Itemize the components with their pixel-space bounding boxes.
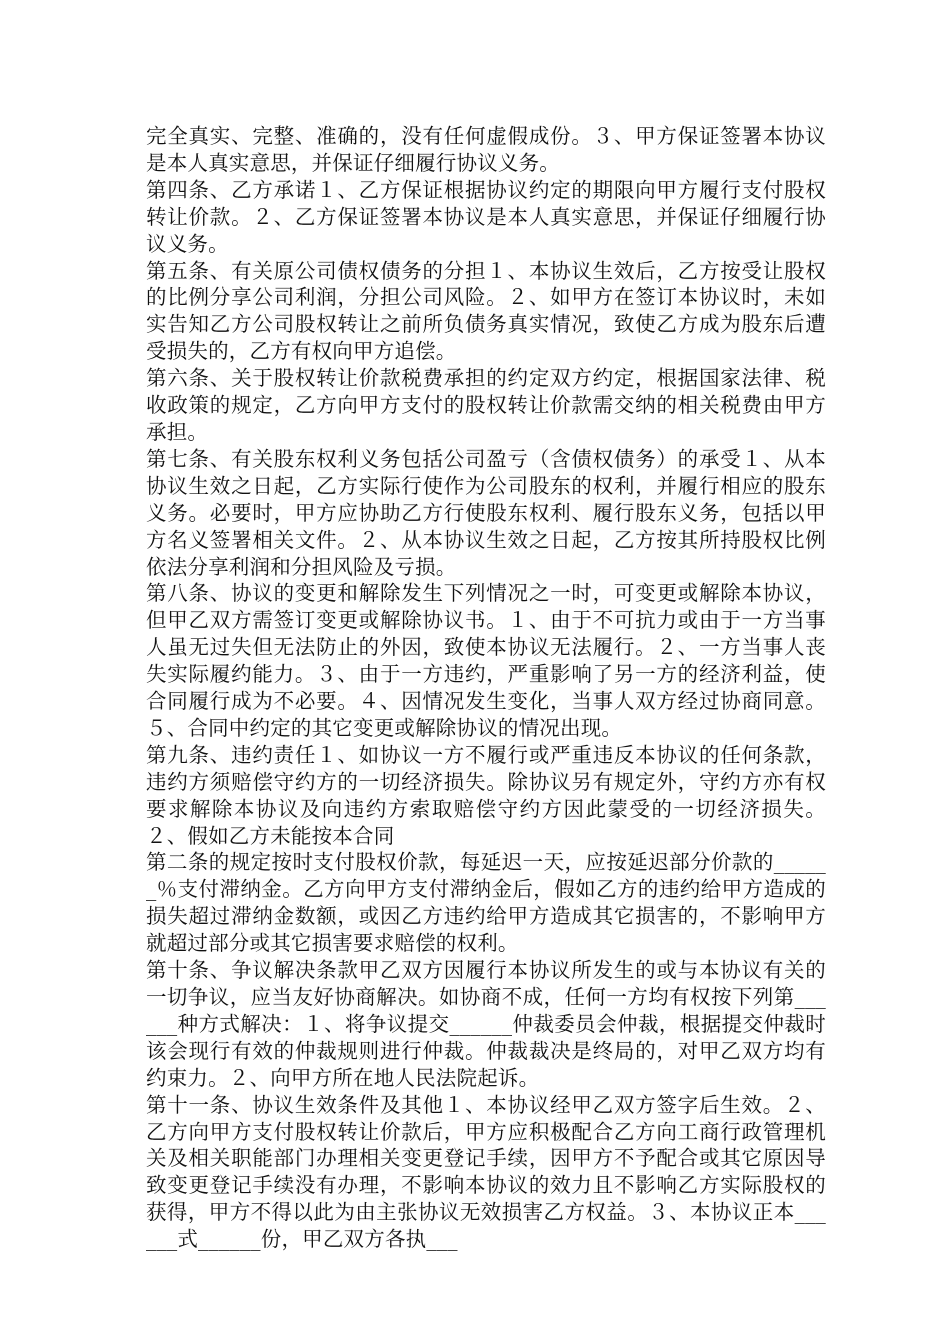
document-body (146, 123, 826, 1253)
paragraph-article-4: 第四条、乙方承诺１、乙方保证根据协议约定的期限向甲方履行支付股权转让价款。２、乙方保证签署本协议是本人真实意思，并保证仔细履行协议义务。 (146, 177, 826, 256)
paragraph-article-6: 第六条、关于股权转让价款税费承担的约定双方约定，根据国家法律、税收政策的规定，乙方向甲方支付的股权转让价款需交纳的相关税费由甲方承担。 (146, 366, 826, 444)
paragraph-article-9: 第九条、违约责任１、如协议一方不履行或严重违反本协议的任何条款，违约方须赔偿守约方的一切经济损失。除协议另有规定外，守约方亦有权要求解除本协议及向违约方索取赔偿守约方因此蒙受的一切经济损失。２、假如乙方未能按本合同 (146, 742, 826, 848)
paragraph-article-5: 第五条、有关原公司债权债务的分担１、本协议生效后，乙方按受让股权的比例分享公司利润，分担公司风险。２、如甲方在签订本协议时，未如实告知乙方公司股权转让之前所负债务真实情况，致使乙方成为股东后遭受损失的，乙方有权向甲方追偿。 (146, 258, 826, 364)
paragraph-article-10: 第十条、争议解决条款甲乙双方因履行本协议所发生的或与本协议有关的一切争议，应当友好协商解决。如协商不成，任何一方均有权按下列第______种方式解决：１、将争议提交______仲裁委员会仲裁，根据提交仲裁时该会现行有效的仲裁规则进行仲裁。仲裁裁决是终局的，对甲乙双方均有约束力。２、向甲方所在地人民法院起诉。 (146, 958, 826, 1090)
paragraph-article-9-continued: 第二条的规定按时支付股权价款，每延迟一天，应按延迟部分价款的______％支付滞纳金。乙方向甲方支付滞纳金后，假如乙方的违约给甲方造成的损失超过滞纳金数额，或因乙方违约给甲方造成其它损害的，不影响甲方就超过部分或其它损害要求赔偿的权利。 (146, 850, 826, 956)
paragraph-article-8: 第八条、协议的变更和解除发生下列情况之一时，可变更或解除本协议，但甲乙双方需签订变更或解除协议书。１、由于不可抗力或由于一方当事人虽无过失但无法防止的外因，致使本协议无法履行。２、一方当事人丧失实际履约能力。３、由于一方违约，严重影响了另一方的经济利益，使合同履行成为不必要。４、因情况发生变化，当事人双方经过协商同意。５、合同中约定的其它变更或解除协议的情况出现。 (146, 581, 826, 740)
paragraph-article-7: 第七条、有关股东权利义务包括公司盈亏（含债权债务）的承受１、从本协议生效之日起，乙方实际行使作为公司股东的权利，并履行相应的股东义务。必要时，甲方应协助乙方行使股东权利、履行股东义务，包括以甲方名义签署相关文件。２、从本协议生效之日起，乙方按其所持股权比例依法分享利润和分担风险及亏损。 (146, 446, 826, 579)
paragraph-article-11: 第十一条、协议生效条件及其他１、本协议经甲乙双方签字后生效。２、乙方向甲方支付股权转让价款后，甲方应积极配合乙方向工商行政管理机关及相关职能部门办理相关变更登记手续，因甲方不予配合或其它原因导致变更登记手续没有办理，不影响本协议的效力且不影响乙方实际股权的获得，甲方不得以此为由主张协议无效损害乙方权益。３、本协议正本______式______份，甲乙双方各执___ (146, 1092, 826, 1252)
paragraph-warranty-continued: 完全真实、完整、准确的，没有任何虚假成份。３、甲方保证签署本协议是本人真实意思，并保证仔细履行协议义务。 (146, 124, 826, 175)
